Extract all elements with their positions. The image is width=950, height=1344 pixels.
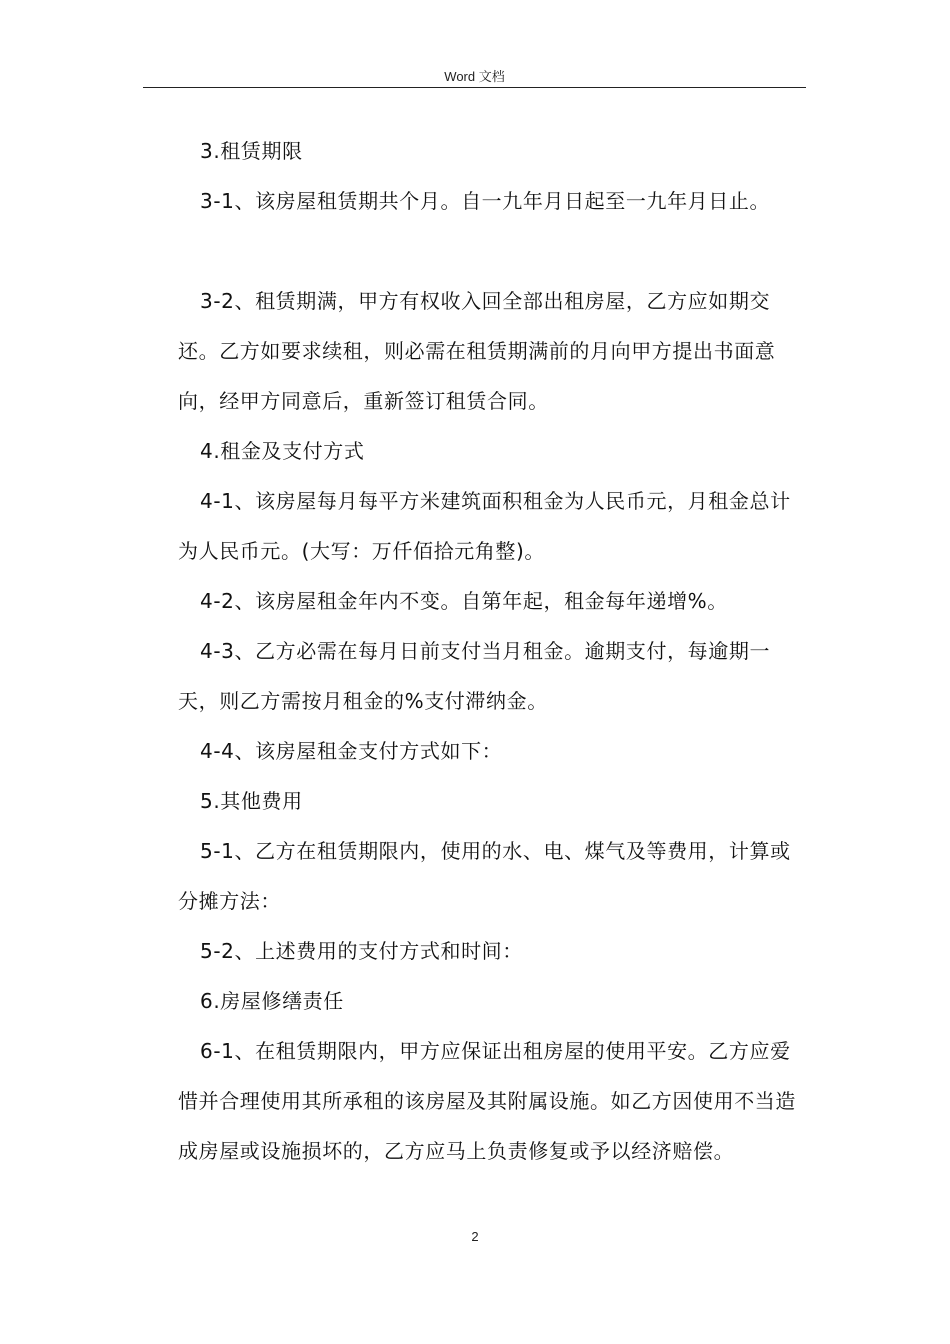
- document-body: [178, 126, 808, 1176]
- clause-3-2: 3-2、租赁期满，甲方有权收入回全部出租房屋，乙方应如期交还。乙方如要求续租，则必需在租赁期满前的月向甲方提出书面意向，经甲方同意后，重新签订租赁合同。: [178, 289, 776, 413]
- clause-4-1: 4-1、该房屋每月每平方米建筑面积租金为人民币元，月租金总计为人民币元。(大写：万仟佰拾元角整)。: [178, 489, 791, 563]
- clause-5-2: 5-2、上述费用的支付方式和时间：: [200, 939, 523, 963]
- section-heading-repair: 6.房屋修缮责任: [200, 989, 344, 1013]
- blank-line: [178, 226, 808, 276]
- clause-4-2: 4-2、该房屋租金年内不变。自第年起，租金每年递增%。: [200, 589, 728, 613]
- clause-3-1: 3-1、该房屋租赁期共个月。自一九年月日起至一九年月日止。: [200, 189, 771, 213]
- clause-4-4: 4-4、该房屋租金支付方式如下：: [200, 739, 503, 763]
- section-heading-lease-term: 3.租赁期限: [200, 139, 303, 163]
- section-heading-other-fees: 5.其他费用: [200, 789, 303, 813]
- clause-6-1: 6-1、在租赁期限内，甲方应保证出租房屋的使用平安。乙方应爱惜并合理使用其所承租的该房屋及其附属设施。如乙方因使用不当造成房屋或设施损坏的，乙方应马上负责修复或予以经济赔偿。: [178, 1039, 796, 1163]
- clause-5-1: 5-1、乙方在租赁期限内，使用的水、电、煤气及等费用，计算或分摊方法：: [178, 839, 791, 913]
- page-number: 2: [471, 1229, 479, 1244]
- page-header: Word 文档: [444, 69, 505, 84]
- clause-4-3: 4-3、乙方必需在每月日前支付当月租金。逾期支付，每逾期一天，则乙方需按月租金的%支付滞纳金。: [178, 639, 771, 713]
- header-divider: [143, 87, 806, 88]
- section-heading-rent-payment: 4.租金及支付方式: [200, 439, 365, 463]
